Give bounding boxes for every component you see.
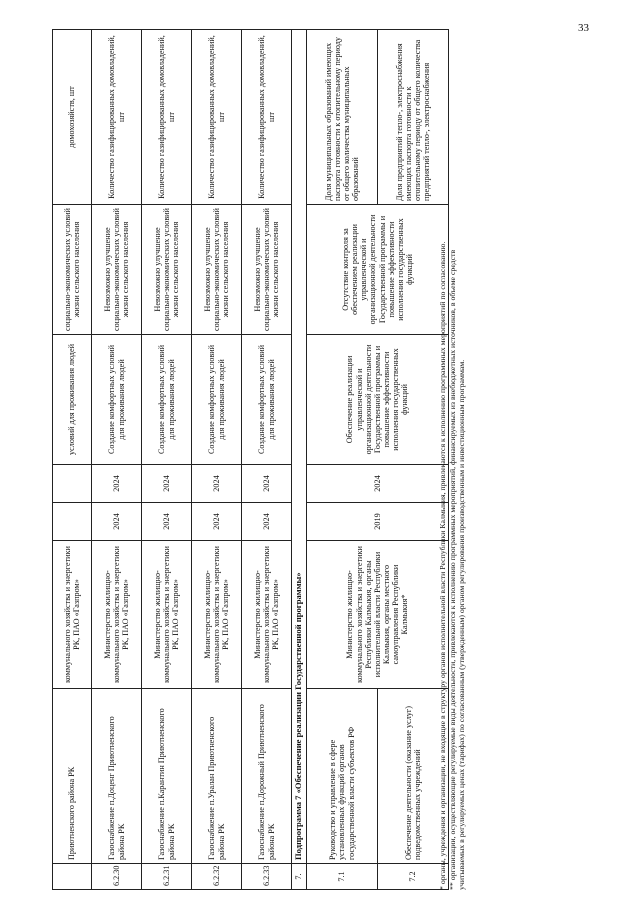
table-row (92, 30, 142, 890)
cell-executor: Министерство жилищно-коммунального хозяйства и энергетики Республики Калмыкия, органы исполнительной власти Республики Калмыкия, органы местного самоуправления Республики Калмыкия* (307, 541, 449, 689)
cell-num: 6.2.32 (192, 864, 242, 890)
cell-start: 2024 (142, 503, 192, 541)
cell-indicator: Количество газифицированных домовладений, шт (92, 30, 142, 205)
cell-goal: Обеспечение реализации управленческой и организационной деятельности Государственной программы и повышение эффективности исполнения государственных функций (307, 335, 449, 465)
cell-executor: коммунального хозяйства и энергетики РК, ПАО «Газпром» (53, 541, 92, 689)
cell-start: 2024 (242, 503, 292, 541)
cell-start (53, 503, 92, 541)
cell-executor: Министерство жилищно-коммунального хозяйства и энергетики РК, ПАО «Газпром» (92, 541, 142, 689)
cell-goal: Создание комфортных условий для проживания людей (192, 335, 242, 465)
cell-start: 2019 (307, 503, 449, 541)
cell-indicator: Количество газифицированных домовладений, шт (142, 30, 192, 205)
table-row (142, 30, 192, 890)
cell-name: Руководство и управление в сфере установленных функций органов государственной власти субъектов РФ (307, 689, 378, 864)
cell-indicator: Доля муниципальных образований имеющих паспорта готовности к отопительному периоду от общего количества муниципальных образований (307, 30, 378, 205)
cell-indicator: Количество газифицированных домовладений, шт (192, 30, 242, 205)
table-row (307, 30, 378, 890)
cell-name: Приютненского района РК (53, 689, 92, 864)
cell-indicator: Доля предприятий тепло-, электроснабжения имеющих паспорта готовности к отопительному периоду от общего количества предприятий тепло-, электроснабжения (378, 30, 449, 205)
program-measures-table (52, 29, 449, 890)
section-title: Подпрограмма 7 «Обеспечение реализации Государственной программы» (292, 30, 307, 864)
cell-name: Газоснабжение п.Карантин Приютненского района РК (142, 689, 192, 864)
cell-goal: условий для проживания людей (53, 335, 92, 465)
cell-risk: Невозможно улучшение социально-экономических условий жизни сельского населения (142, 205, 192, 335)
cell-name: Обеспечение деятельности (оказание услуг) подведомственных учреждений (378, 689, 449, 864)
cell-risk: Невозможно улучшение социально-экономических условий жизни сельского населения (242, 205, 292, 335)
cell-num: 6.2.33 (242, 864, 292, 890)
cell-num: 6.2.31 (142, 864, 192, 890)
cell-risk: Невозможно улучшение социально-экономических условий жизни сельского населения (192, 205, 242, 335)
table-row (242, 30, 292, 890)
footnotes (438, 30, 467, 890)
footnote: учитываемых в регулируемых ценах (тарифах) по согласованным (утвержденным) органом регулирования производственным и инвестиционным программам. (457, 359, 467, 890)
rotated-document-page (52, 30, 467, 890)
cell-goal: Создание комфортных условий для проживания людей (242, 335, 292, 465)
footnote: ** организации, осуществляющие регулируемые виды деятельности, привлекаются к исполнению программных мероприятий, финансируемых из внебюджетных источников, в объеме средств (447, 249, 457, 890)
section-num: 7. (292, 864, 307, 890)
cell-executor: Министерство жилищно-коммунального хозяйства и энергетики РК, ПАО «Газпром» (142, 541, 192, 689)
cell-goal: Создание комфортных условий для проживания людей (142, 335, 192, 465)
cell-start: 2024 (92, 503, 142, 541)
cell-risk: Невозможно улучшение социально-экономических условий жизни сельского населения (92, 205, 142, 335)
page-number: 33 (578, 22, 589, 34)
cell-name: Газоснабжение п.Уралан Приютненского района РК (192, 689, 242, 864)
cell-risk: социально-экономических условий жизни сельского населения (53, 205, 92, 335)
cell-executor: Министерство жилищно-коммунального хозяйства и энергетики РК, ПАО «Газпром» (242, 541, 292, 689)
cell-num: 7.2 (378, 864, 449, 890)
cell-end (53, 465, 92, 503)
cell-name: Газоснабжение п.Доценг Приютненского района РК (92, 689, 142, 864)
cell-num: 6.2.30 (92, 864, 142, 890)
cell-name: Газоснабжение п.Дорожный Приютненского района РК (242, 689, 292, 864)
table-row (192, 30, 242, 890)
cell-end: 2024 (307, 465, 449, 503)
footnote: * органы, учреждения и организации, не входящие в структуру органов исполнительной власти Республики Калмыкия, привлекаются к исполнению программных мероприятий по согласованию. (438, 241, 447, 890)
cell-risk: Отсутствие контроля за обеспечением реализации управленческой и организационной деятельности Государственной программы и повышение эффективности исполнения государственных функций (307, 205, 449, 335)
cell-end: 2024 (242, 465, 292, 503)
cell-executor: Министерство жилищно-коммунального хозяйства и энергетики РК, ПАО «Газпром» (192, 541, 242, 689)
cell-indicator: Количество газифицированных домовладений, шт (242, 30, 292, 205)
cell-num: 7.1 (307, 864, 378, 890)
section-header-row (292, 30, 307, 890)
cell-start: 2024 (192, 503, 242, 541)
table-row-continuation (53, 30, 92, 890)
cell-goal: Создание комфортных условий для проживания людей (92, 335, 142, 465)
cell-end: 2024 (142, 465, 192, 503)
cell-num (53, 864, 92, 890)
cell-end: 2024 (192, 465, 242, 503)
cell-end: 2024 (92, 465, 142, 503)
cell-indicator: домохозяйств, шт (53, 30, 92, 205)
